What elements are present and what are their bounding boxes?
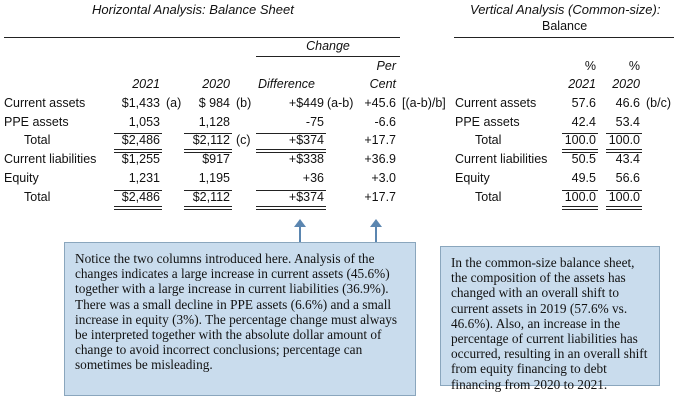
total-double-rule — [184, 206, 232, 210]
vcell-2020: 56.6 — [615, 171, 640, 185]
tag-b: (b) — [236, 96, 252, 110]
vtotal-double-rule — [562, 206, 598, 210]
vtotal-double-rule — [606, 206, 642, 210]
cell-percent: +45.6 — [364, 96, 396, 110]
cell-difference: +$374 — [288, 190, 324, 204]
row-label: Equity — [4, 171, 39, 185]
subtotal-rule — [184, 190, 232, 191]
tag-c: (c) — [236, 133, 251, 147]
vrow-label: Total — [475, 190, 502, 204]
row-label: PPE assets — [4, 115, 69, 129]
vsubtotal-rule — [606, 133, 642, 134]
vcell-2020: 100.0 — [608, 190, 640, 204]
vrow-label: Current liabilities — [455, 152, 548, 166]
subtotal-rule — [114, 133, 162, 134]
tag-a-b: (a-b) — [327, 96, 354, 110]
change-rule — [256, 56, 400, 57]
horizontal-title: Horizontal Analysis: Balance Sheet — [92, 2, 294, 17]
vertical-top-rule — [454, 37, 674, 38]
header-2021: 2021 — [132, 77, 160, 91]
vrow-label: Total — [475, 133, 502, 147]
row-label: Total — [24, 133, 51, 147]
cell-2020: 1,195 — [198, 171, 230, 185]
tag-a: (a) — [166, 96, 182, 110]
subtotal-rule — [256, 133, 326, 134]
total-double-rule — [114, 149, 162, 153]
cell-2021: $2,486 — [121, 133, 160, 147]
row-label: Total — [24, 190, 51, 204]
cell-2021: $2,486 — [121, 190, 160, 204]
cell-2021: 1,231 — [128, 171, 160, 185]
subtotal-rule — [114, 190, 162, 191]
row-label: Current assets — [4, 96, 86, 110]
change-header: Change — [306, 39, 350, 53]
subtotal-rule — [256, 190, 326, 191]
vertical-subtitle: Balance — [542, 19, 588, 33]
total-double-rule — [184, 149, 232, 153]
vcell-2021: 49.5 — [571, 171, 596, 185]
total-double-rule — [256, 149, 326, 153]
subtotal-rule — [184, 133, 232, 134]
cell-percent: +3.0 — [371, 171, 396, 185]
cell-2021: $1,433 — [121, 96, 160, 110]
vrow-label: Current assets — [455, 96, 537, 110]
cell-difference: +36 — [302, 171, 324, 185]
difference-header: Difference — [258, 77, 315, 91]
cell-percent: +36.9 — [364, 152, 396, 166]
vertical-note: In the common-size balance sheet, the composition of the assets has changed with an overall shift to current assets in 2019 (57.6% vs. 46.6%). Also, an increase in the percentage of current liabilities has occurred, resulting in an overall shift from equity financing to debt financing from 2020 to 2021. — [440, 246, 660, 386]
arrow-up-icon — [292, 218, 308, 244]
row-label: Current liabilities — [4, 152, 97, 166]
vcell-2020: 100.0 — [608, 133, 640, 147]
vcell-2021: 57.6 — [571, 96, 596, 110]
pct-header-2020: % — [628, 59, 640, 73]
vsubtotal-rule — [562, 190, 598, 191]
cell-2021: $1,255 — [121, 152, 160, 166]
vcell-2021: 50.5 — [571, 152, 596, 166]
vcell-2020: 46.6 — [615, 96, 640, 110]
vcell-2020: 43.4 — [615, 152, 640, 166]
cell-2020: $917 — [202, 152, 230, 166]
vtotal-double-rule — [606, 149, 642, 153]
total-double-rule — [114, 206, 162, 210]
vsubtotal-rule — [606, 190, 642, 191]
cell-percent: +17.7 — [364, 190, 396, 204]
pct-header-2021: % — [584, 59, 596, 73]
vrow-label: Equity — [455, 171, 490, 185]
cell-2020: $ 984 — [198, 96, 230, 110]
header-2020: 2020 — [202, 77, 230, 91]
vheader-2021: 2021 — [568, 77, 596, 91]
arrow-up-icon — [368, 218, 384, 244]
per-header: Per — [376, 59, 396, 73]
vcell-2020: 53.4 — [615, 115, 640, 129]
vheader-2020: 2020 — [612, 77, 640, 91]
cent-header: Cent — [369, 77, 396, 91]
cell-difference: +$374 — [288, 133, 324, 147]
cell-2020: $2,112 — [192, 133, 230, 147]
total-double-rule — [256, 206, 326, 210]
horizontal-top-rule — [4, 37, 400, 38]
cell-difference: +$449 — [288, 96, 324, 110]
cell-2020: $2,112 — [192, 190, 230, 204]
vertical-title: Vertical Analysis (Common-size): — [470, 2, 661, 17]
cell-percent: +17.7 — [364, 133, 396, 147]
cell-2020: 1,128 — [198, 115, 230, 129]
vcell-2021: 42.4 — [571, 115, 596, 129]
tag-pct-formula: [(a-b)/b] — [402, 96, 446, 110]
vtotal-double-rule — [562, 149, 598, 153]
tag-b-c: (b/c) — [646, 96, 671, 110]
vrow-label: PPE assets — [455, 115, 520, 129]
horizontal-note: Notice the two columns introduced here. Analysis of the changes indicates a large increase in current assets (45.6%) together with a large increase in current liabilities (36.9%). There was a small decline in PPE assets (6.6%) and a small increase in equity (3%). The percentage change must always be interpreted together with the absolute dollar amount of change to avoid incorrect conclusions; percentage can sometimes be misleading. — [64, 242, 416, 396]
cell-percent: -6.6 — [374, 115, 396, 129]
cell-difference: -75 — [305, 115, 324, 129]
cell-2021: 1,053 — [128, 115, 160, 129]
vcell-2021: 100.0 — [564, 133, 596, 147]
vsubtotal-rule — [562, 133, 598, 134]
cell-difference: +$338 — [288, 152, 324, 166]
vcell-2021: 100.0 — [564, 190, 596, 204]
